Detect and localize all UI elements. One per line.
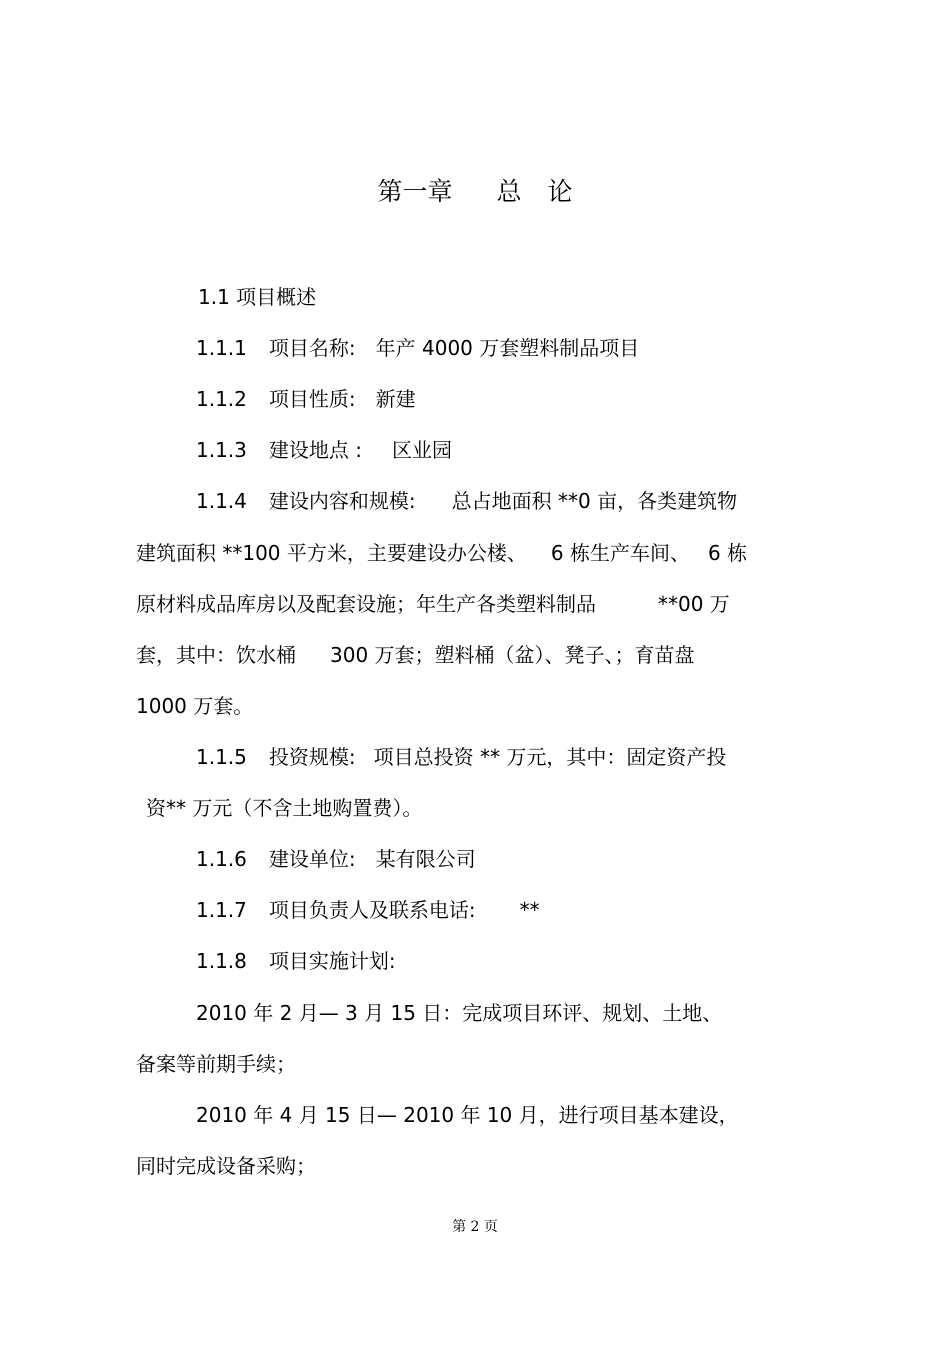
item-number: 1.1.8 <box>196 949 247 973</box>
scope-text: **00 万 <box>658 592 730 616</box>
item-value: 某有限公司 <box>375 847 476 871</box>
item-label: 建设单位: <box>268 847 356 871</box>
scope-text: 套，其中：饮水桶 <box>136 643 296 667</box>
item-label: 项目实施计划: <box>268 949 396 973</box>
plan-phase-2-line-1: 2010 年 4 月 15 日— 2010 年 10 月，进行项目基本建设， <box>196 1103 739 1127</box>
item-value: 区业园 <box>392 438 452 462</box>
scope-text: 6 栋 <box>707 541 748 565</box>
item-number: 1.1.3 <box>196 438 247 462</box>
scope-text: 建筑面积 **100 平方米，主要建设办公楼、 <box>136 541 527 565</box>
item-scope-line-5: 1000 万套。 <box>136 694 254 718</box>
chapter-title-word-1: 总 <box>496 177 522 206</box>
page-number: 第 2 页 <box>452 1219 498 1235</box>
section-heading: 1.1 项目概述 <box>198 285 317 309</box>
item-label: 项目性质: <box>268 387 356 411</box>
plan-phase-1-line-2: 备案等前期手续； <box>136 1052 296 1076</box>
item-number: 1.1.4 <box>196 489 247 513</box>
item-value: 年产 4000 万套塑料制品项目 <box>375 336 640 360</box>
item-investment-line-2: 资** 万元（不含土地购置费）。 <box>146 796 423 820</box>
item-label: 建设地点 : <box>268 438 362 462</box>
item-builder <box>196 844 476 874</box>
item-number: 1.1.6 <box>196 847 247 871</box>
plan-phase-1-line-1: 2010 年 2 月— 3 月 15 日：完成项目环评、规划、土地、 <box>196 1001 723 1025</box>
item-value: 项目总投资 ** 万元，其中：固定资产投 <box>373 745 727 769</box>
item-plan <box>196 946 396 976</box>
plan-phase-2-line-2: 同时完成设备采购； <box>136 1154 316 1178</box>
item-label: 建设内容和规模: <box>268 489 416 513</box>
scope-text: 6 栋生产车间、 <box>550 541 690 565</box>
item-value: ** <box>519 898 540 922</box>
item-value: 总占地面积 **0 亩，各类建筑物 <box>451 489 738 513</box>
item-project-nature <box>196 384 416 414</box>
chapter-title-word-2: 论 <box>547 177 573 206</box>
scope-text: 原材料成品库房以及配套设施；年生产各类塑料制品 <box>136 592 596 616</box>
item-value: 新建 <box>375 387 416 411</box>
item-number: 1.1.5 <box>196 745 247 769</box>
item-number: 1.1.7 <box>196 898 247 922</box>
chapter-title-number: 第一章 <box>377 177 453 206</box>
item-number: 1.1.2 <box>196 387 247 411</box>
item-label: 项目负责人及联系电话: <box>268 898 476 922</box>
item-label: 投资规模: <box>268 745 356 769</box>
item-scope-line-2 <box>136 538 747 568</box>
item-location <box>196 435 452 465</box>
chapter-title <box>0 172 950 212</box>
item-scope-line-3 <box>136 589 730 619</box>
item-contact <box>196 895 540 925</box>
item-number: 1.1.1 <box>196 336 247 360</box>
scope-text: 300 万套；塑料桶（盆）、凳子、；育苗盘 <box>330 643 695 667</box>
item-project-name <box>196 333 639 363</box>
item-scope-line-4 <box>136 640 695 670</box>
item-scope-line-1 <box>196 486 737 516</box>
item-label: 项目名称: <box>268 336 356 360</box>
item-investment-line-1 <box>196 742 726 772</box>
